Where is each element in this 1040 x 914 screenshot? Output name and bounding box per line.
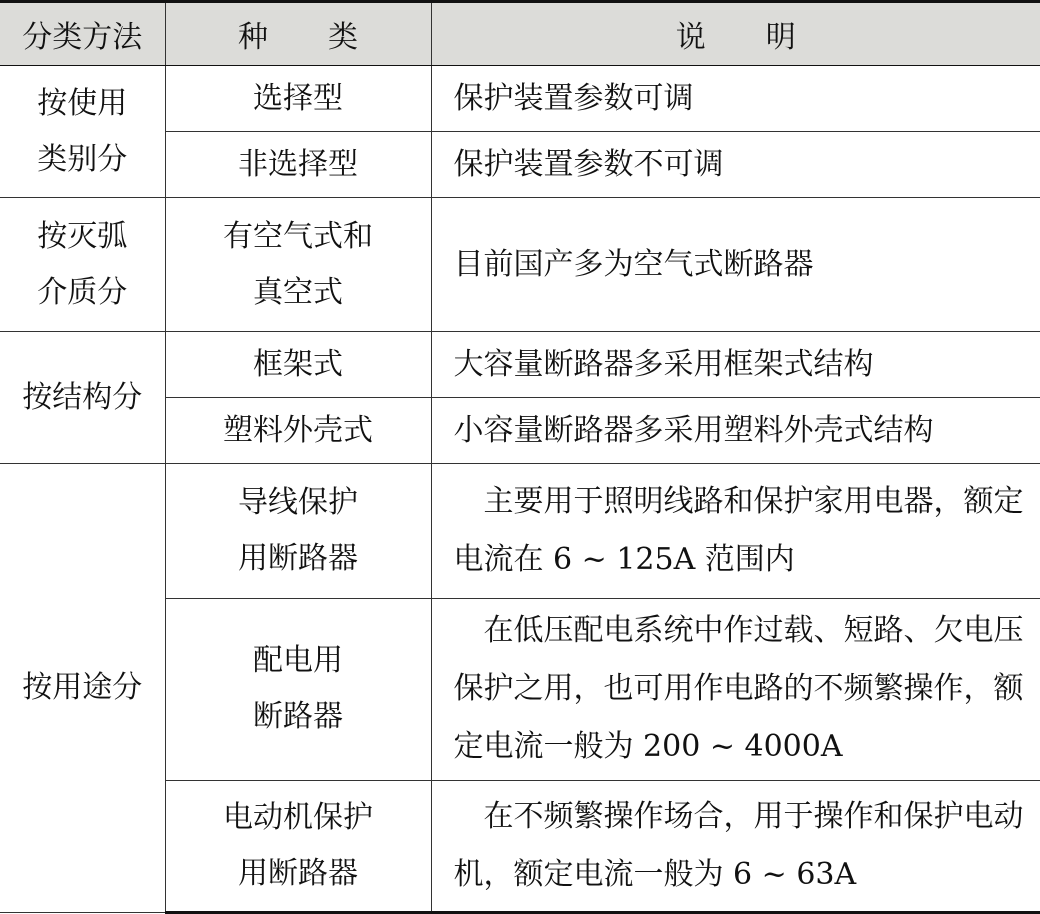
- type-label: 非选择型: [238, 146, 358, 182]
- table-row: [0, 464, 1040, 598]
- type-label: 有空气式和 真空式: [223, 218, 373, 310]
- type-cell: [165, 66, 431, 132]
- note-cell: [431, 332, 1040, 398]
- note-cell: [431, 598, 1040, 780]
- method-label: 按结构分: [22, 379, 143, 415]
- note-cell: [431, 464, 1040, 598]
- header-type: 种 类: [165, 2, 431, 66]
- note-text: 在不频繁操作场合，用于操作和保护电动机，额定电流一般为 6 ~ 63A: [453, 798, 1024, 892]
- type-cell: [165, 598, 431, 780]
- method-cell: [0, 198, 165, 332]
- type-label: 塑料外壳式: [223, 412, 373, 448]
- header-row: [0, 2, 1040, 66]
- note-text: 大容量断路器多采用框架式结构: [453, 346, 874, 382]
- type-cell: [165, 398, 431, 464]
- note-text: 保护装置参数不可调: [453, 146, 724, 182]
- type-cell: [165, 132, 431, 198]
- note-cell: [431, 66, 1040, 132]
- note-cell: [431, 198, 1040, 332]
- type-cell: [165, 780, 431, 912]
- method-label: 按灭弧 介质分: [37, 218, 128, 310]
- note-cell: [431, 780, 1040, 912]
- note-text: 主要用于照明线路和保护家用电器，额定电流在 6 ~ 125A 范围内: [453, 483, 1024, 577]
- note-text: 目前国产多为空气式断路器: [453, 246, 814, 282]
- note-cell: [431, 398, 1040, 464]
- method-label: 按用途分: [22, 670, 143, 706]
- header-note: 说 明: [431, 2, 1040, 66]
- type-label: 配电用 断路器: [253, 643, 343, 735]
- type-label: 选择型: [253, 80, 343, 116]
- note-text: 在低压配电系统中作过载、短路、欠电压保护之用，也可用作电路的不频繁操作，额定电流一般为 200 ~ 4000A: [453, 613, 1024, 765]
- method-cell: [0, 66, 165, 198]
- type-label: 导线保护 用断路器: [238, 484, 358, 576]
- note-text: 保护装置参数可调: [453, 80, 694, 116]
- method-cell: [0, 332, 165, 464]
- method-label: 按使用 类别分: [37, 85, 128, 177]
- table-row: [0, 66, 1040, 132]
- type-cell: [165, 332, 431, 398]
- type-cell: [165, 198, 431, 332]
- header-method: 分类方法: [0, 2, 165, 66]
- method-cell: [0, 464, 165, 913]
- type-label: 框架式: [253, 346, 343, 382]
- table-row: [0, 332, 1040, 398]
- type-cell: [165, 464, 431, 598]
- note-text: 小容量断路器多采用塑料外壳式结构: [453, 412, 934, 448]
- note-cell: [431, 132, 1040, 198]
- type-label: 电动机保护 用断路器: [223, 799, 373, 891]
- table-row: [0, 198, 1040, 332]
